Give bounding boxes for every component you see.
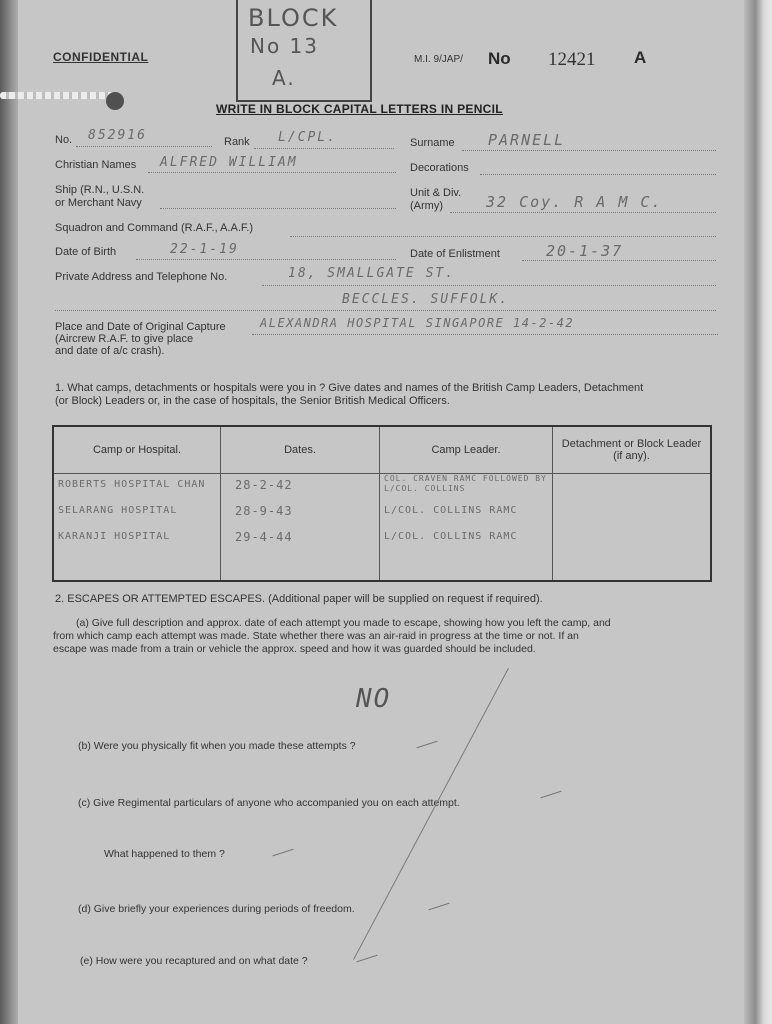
surname-label: Surname xyxy=(410,137,455,149)
stamp-number: No 13 xyxy=(250,34,320,58)
serial-number: 12421 xyxy=(548,49,596,70)
address-line-2: BECCLES. SUFFOLK. xyxy=(342,292,510,307)
christian-names-value: ALFRED WILLIAM xyxy=(160,155,298,170)
confidential-label: CONFIDENTIAL xyxy=(53,50,149,64)
capture-label-1: Place and Date of Original Capture xyxy=(55,321,226,333)
q1-text-2: (or Block) Leaders or, in the case of hospitals, the Senior British Medical Officers. xyxy=(55,395,450,407)
q2-c-sub: What happened to them ? xyxy=(104,848,225,860)
punch-hole xyxy=(106,92,124,110)
col-detachment-header: Detachment or Block Leader (if any). xyxy=(553,426,712,474)
q2-d: (d) Give briefly your experiences during periods of freedom. xyxy=(78,903,355,915)
unit-label-1: Unit & Div. xyxy=(410,187,462,199)
col-camp-header: Camp or Hospital. xyxy=(53,426,221,474)
unit-label-2: (Army) xyxy=(410,200,443,212)
table-row: ROBERTS HOSPITAL CHAN xyxy=(58,479,206,490)
form-ref: M.I. 9/JAP/ xyxy=(414,54,463,65)
table-row: L/COL. COLLINS RAMC xyxy=(384,505,518,516)
dates-cell xyxy=(221,474,380,582)
camp-cell xyxy=(53,474,221,582)
q2-a-line-1: (a) Give full description and approx. date of each attempt you made to escape, showing how you left the camp, and xyxy=(76,617,611,629)
table-row: 28-2-42 xyxy=(235,478,293,492)
rank-label: Rank xyxy=(224,136,250,148)
q2-a-line-3: escape was made from a train or vehicle the approx. speed and how it was guarded should be included. xyxy=(53,643,536,655)
rank-value: L/CPL. xyxy=(278,130,337,145)
enlistment-value: 20-1-37 xyxy=(546,242,624,260)
decorations-label: Decorations xyxy=(410,162,469,174)
dob-label: Date of Birth xyxy=(55,246,117,258)
capture-label-3: and date of a/c crash). xyxy=(55,345,165,357)
q2-b: (b) Were you physically fit when you made these attempts ? xyxy=(78,740,356,752)
col-leader-header: Camp Leader. xyxy=(380,426,553,474)
stamp-block: BLOCK xyxy=(248,4,339,32)
table-row: 28-9-43 xyxy=(235,504,293,518)
table-row: KARANJI HOSPITAL xyxy=(58,531,171,542)
table-row: 29-4-44 xyxy=(235,530,293,544)
no-label: No xyxy=(488,49,511,68)
address-label: Private Address and Telephone No. xyxy=(55,271,228,283)
squadron-label: Squadron and Command (R.A.F., A.A.F.) xyxy=(55,222,254,234)
surname-value: PARNELL xyxy=(488,131,566,149)
tag-string xyxy=(0,92,118,99)
table-row: SELARANG HOSPITAL xyxy=(58,505,178,516)
ship-label-1: Ship (R.N., U.S.N. xyxy=(55,184,145,196)
page-stack-edge xyxy=(744,0,772,1024)
q2-a-line-2: from which camp each attempt was made. State whether there was an air-raid in progress at the time or not. If an xyxy=(53,630,579,642)
address-line-1: 18, SMALLGATE ST. xyxy=(288,266,456,281)
enlistment-label: Date of Enlistment xyxy=(410,248,500,260)
q2-heading: 2. ESCAPES OR ATTEMPTED ESCAPES. (Additional paper will be supplied on request if required). xyxy=(55,593,543,605)
christian-names-label: Christian Names xyxy=(55,159,137,171)
ship-label-2: or Merchant Navy xyxy=(55,197,142,209)
unit-value: 32 Coy. R A M C. xyxy=(486,193,663,211)
no-value: 852916 xyxy=(88,128,147,143)
q2-e: (e) How were you recaptured and on what date ? xyxy=(80,955,308,967)
stamp-letter: A. xyxy=(272,66,296,90)
q2-answer: NO xyxy=(356,684,392,714)
q2-c: (c) Give Regimental particulars of anyone who accompanied you on each attempt. xyxy=(78,797,460,809)
q1-text-1: 1. What camps, detachments or hospitals were you in ? Give dates and names of the British Camp Leaders, Detachment xyxy=(55,382,644,394)
capture-label-2: (Aircrew R.A.F. to give place xyxy=(55,333,194,345)
no-field-label: No. xyxy=(55,134,73,146)
dob-value: 22-1-19 xyxy=(170,242,239,257)
detachment-cell xyxy=(553,474,712,582)
table-row: L/COL. COLLINS RAMC xyxy=(384,531,518,542)
camps-table xyxy=(52,425,712,582)
table-row: COL. CRAVEN RAMC FOLLOWED BY L/COL. COLLINS xyxy=(384,474,547,493)
form-instruction: WRITE IN BLOCK CAPITAL LETTERS IN PENCIL xyxy=(216,102,503,116)
leader-cell xyxy=(380,474,553,582)
capture-value: ALEXANDRA HOSPITAL SINGAPORE 14-2-42 xyxy=(260,316,575,330)
serial-suffix: A xyxy=(634,48,647,67)
col-dates-header: Dates. xyxy=(221,426,380,474)
